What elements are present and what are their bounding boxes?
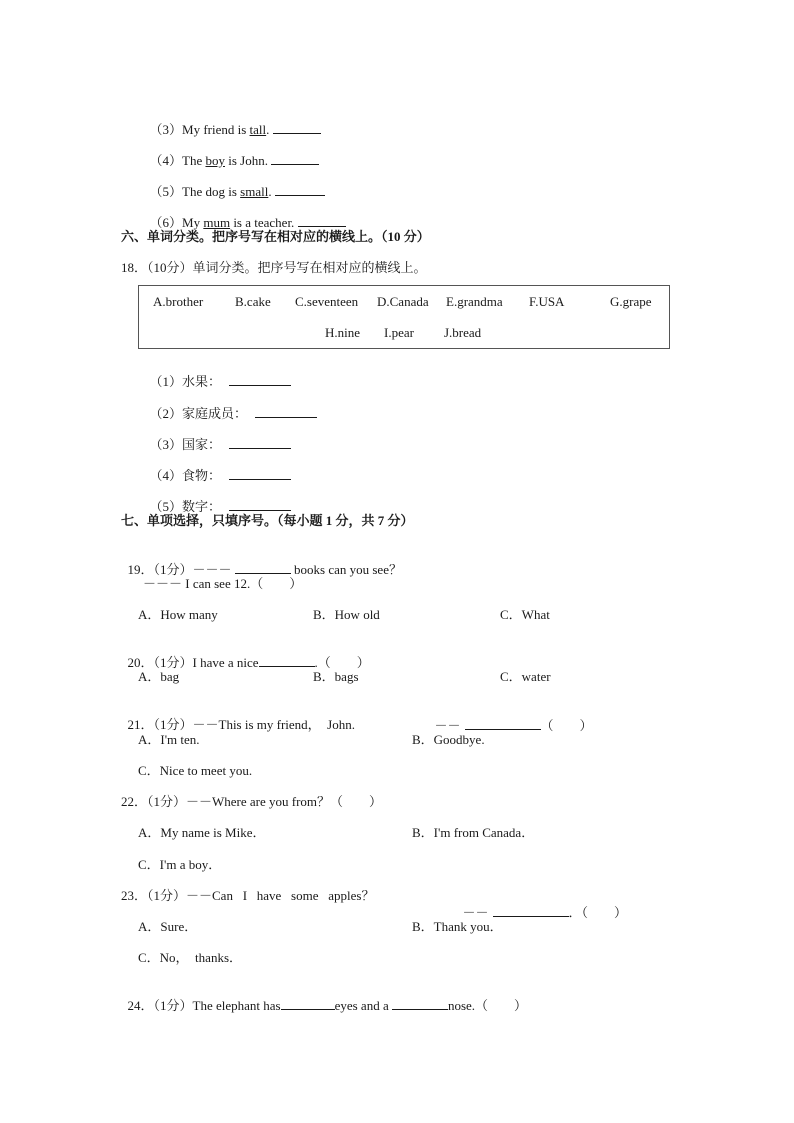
answer-blank[interactable] [392, 997, 448, 1010]
rewrite-item-3: （3）My friend is tall. [143, 105, 321, 138]
word-option: A.brother [153, 294, 204, 309]
option-b[interactable]: B．Goodbye. [412, 732, 485, 747]
question-18: 18．（10分）单词分类。把序号写在相对应的横线上。 [121, 260, 427, 275]
option-a[interactable]: A．Sure． [138, 919, 198, 934]
category-fruit: （1）水果： [143, 357, 291, 390]
question-21: 21．（1分）－－This is my friend， John. [127, 717, 355, 732]
answer-blank[interactable] [465, 717, 541, 730]
word-option: E.grandma [446, 294, 503, 309]
rewrite-item-5: （5）The dog is small. [143, 167, 325, 200]
answer-blank[interactable] [273, 121, 321, 134]
option-b[interactable]: B．I'm from Canada． [412, 825, 535, 840]
option-c[interactable]: C．What [500, 607, 550, 622]
word-option: J.bread [444, 325, 482, 340]
category-family: （2）家庭成员： [143, 389, 317, 422]
category-country: （3）国家： [143, 420, 291, 453]
option-c[interactable]: C．Nice to meet you. [138, 763, 253, 778]
word-option: I.pear [384, 325, 414, 340]
question-22: 22．（1分）－－Where are you from？（ ） [121, 794, 383, 809]
answer-blank[interactable] [259, 654, 315, 667]
answer-blank[interactable] [235, 561, 291, 574]
word-option: F.USA [529, 294, 565, 309]
question-23-reply: －－ ．（ ） [462, 905, 628, 920]
answer-blank[interactable] [271, 152, 319, 165]
option-b[interactable]: B．bags [313, 669, 359, 684]
word-option: H.nine [325, 325, 361, 340]
word-bank [138, 285, 670, 349]
answer-blank[interactable] [229, 373, 291, 386]
category-number: （5）数字： [143, 482, 291, 515]
option-a[interactable]: A．I'm ten. [138, 732, 200, 747]
answer-blank[interactable] [275, 183, 325, 196]
word-option: G.grape [610, 294, 652, 309]
option-a[interactable]: A．How many [138, 607, 218, 622]
option-b[interactable]: B．How old [313, 607, 380, 622]
rewrite-item-6: （6）My mum is a teacher. [143, 198, 346, 231]
question-20: 20．（1分）I have a nice .（ ） [127, 655, 370, 670]
question-21-reply: －－ （ ） [434, 718, 593, 733]
option-c[interactable]: C．water [500, 669, 551, 684]
option-a[interactable]: A．My name is Mike． [138, 825, 266, 840]
question-24: 24．（1分）The elephant has eyes and a nose.（ ） [127, 998, 528, 1013]
rewrite-item-4: （4）The boy is John. [143, 136, 319, 169]
category-food: （4）食物： [143, 451, 291, 484]
answer-blank[interactable] [229, 436, 291, 449]
answer-blank[interactable] [281, 997, 335, 1010]
question-19-reply: －－－ I can see 12.（ ） [143, 576, 303, 591]
answer-blank[interactable] [298, 214, 346, 227]
answer-blank[interactable] [229, 467, 291, 480]
section-heading-7: 七、单项选择，只填序号。（每小题 1 分，共 7 分） [121, 513, 414, 528]
word-option: D.Canada [377, 294, 429, 309]
answer-blank[interactable] [493, 904, 569, 917]
question-23: 23．（1分）－－Can I have some apples？ [121, 888, 375, 903]
answer-blank[interactable] [229, 498, 291, 511]
word-option: B.cake [235, 294, 271, 309]
word-option: C.seventeen [295, 294, 359, 309]
section-heading-6: 六、单词分类。把序号写在相对应的横线上。（10 分） [121, 229, 430, 244]
option-b[interactable]: B．Thank you． [412, 919, 503, 934]
answer-blank[interactable] [255, 405, 317, 418]
option-a[interactable]: A．bag [138, 669, 180, 684]
option-c[interactable]: C．No， thanks． [138, 950, 243, 965]
option-c[interactable]: C．I'm a boy． [138, 857, 222, 872]
question-19: 19．（1分）－－－ books can you see？ [127, 562, 402, 577]
